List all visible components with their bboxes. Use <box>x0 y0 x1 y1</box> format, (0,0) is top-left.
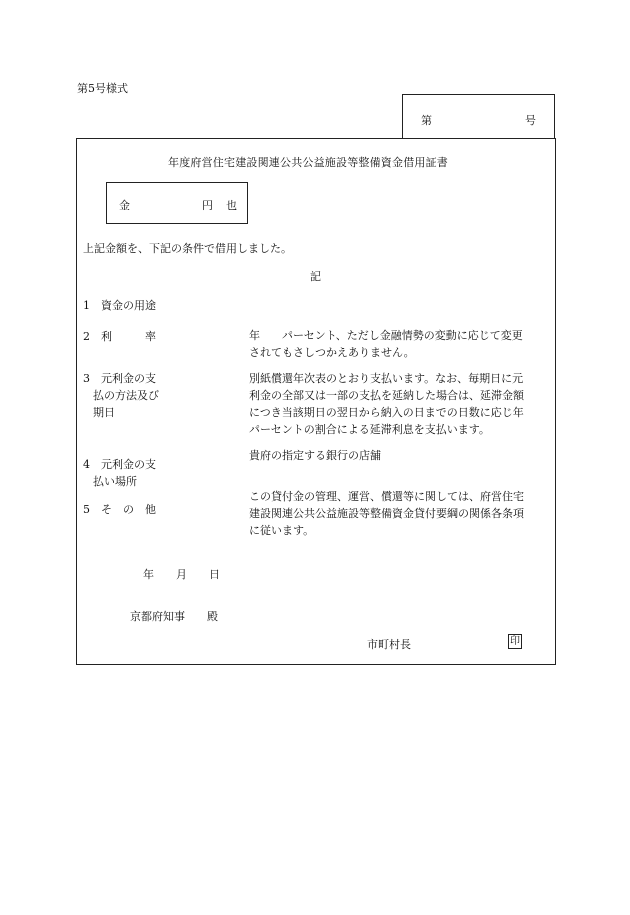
intro-text: 上記金額を、下記の条件で借用しました。 <box>83 242 292 255</box>
date-line: 年 月 日 <box>143 568 220 581</box>
other-text-line: に従います。 <box>249 524 315 537</box>
other-text-line: 建設関連公共公益施設等整備資金貸付要綱の関係各条項 <box>249 507 524 520</box>
repay-text-line: 利金の全部又は一部の支払を延納した場合は、延滞金額 <box>249 389 524 402</box>
repay-label-line: 払の方法及び <box>93 389 159 402</box>
item-place-label <box>83 456 156 490</box>
document-number-box <box>402 94 555 138</box>
place-label-line: 払い場所 <box>93 475 137 488</box>
item-purpose-label: 1 資金の用途 <box>83 299 156 312</box>
repay-text-line: 別紙償還年次表のとおり支払います。なお、毎期日に元 <box>249 372 524 385</box>
rate-text-line: 年 パーセント、ただし金融情勢の変動に応じて変更 <box>249 329 523 342</box>
item-rate-text <box>249 327 523 361</box>
repay-label-line: 3 元利金の支 <box>83 372 156 385</box>
amount-suffix: 也 <box>226 199 237 212</box>
amount-box <box>106 182 248 224</box>
item-place-text: 貴府の指定する銀行の店舗 <box>249 449 381 462</box>
item-other-label: 5 そ の 他 <box>83 503 156 516</box>
item-rate-label: 2 利 率 <box>83 330 156 343</box>
item-repay-text <box>249 370 524 438</box>
rate-text-line: されてもさしつかえありません。 <box>249 346 415 359</box>
form-number: 第5号様式 <box>77 82 128 95</box>
amount-unit: 円 <box>202 199 213 212</box>
repay-label-line: 期日 <box>93 406 115 419</box>
place-label-line: 4 元利金の支 <box>83 458 156 471</box>
addressee: 京都府知事 殿 <box>130 610 218 623</box>
number-suffix: 号 <box>525 114 536 127</box>
repay-text-line: につき当該期日の翌日から納入の日までの日数に応じ年 <box>249 406 524 419</box>
signer-title: 市町村長 <box>367 638 411 651</box>
other-text-line: この貸付金の管理、運営、償還等に関しては、府営住宅 <box>249 490 524 503</box>
item-repay-label <box>83 370 159 421</box>
notation-ki: 記 <box>310 270 321 283</box>
item-other-text <box>249 488 524 539</box>
amount-label: 金 <box>119 199 130 212</box>
seal-mark: 印 <box>510 636 520 647</box>
repay-text-line: パーセントの割合による延滞利息を支払います。 <box>249 423 490 436</box>
number-prefix: 第 <box>421 114 432 127</box>
certificate-title: 年度府営住宅建設関連公共公益施設等整備資金借用証書 <box>168 156 448 169</box>
